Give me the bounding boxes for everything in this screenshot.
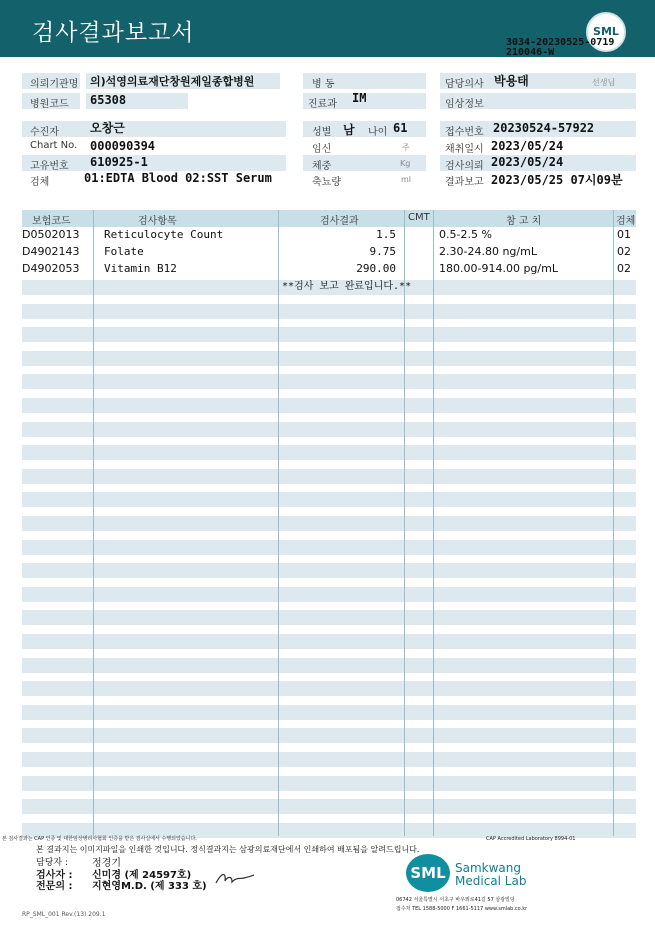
sex-label: 성별 [312, 127, 332, 138]
table-stripe [22, 681, 636, 696]
row-ref: 0.5-2.5 % [439, 228, 492, 241]
table-stripe [22, 728, 636, 743]
report-complete-note: **검사 보고 완료입니다.** [282, 281, 412, 292]
doctor-suffix: 선생님 [592, 78, 616, 87]
institution-label: 의뢰기관명 [30, 79, 79, 90]
row-item: Folate [104, 245, 144, 258]
hospital-code-value: 65308 [90, 93, 127, 107]
age-value: 61 [393, 121, 408, 135]
row-code: D4902143 [22, 245, 80, 258]
row-ref: 2.30-24.80 ng/mL [439, 245, 537, 258]
patient-value: 오창근 [90, 121, 125, 135]
lab-address: 06742 서울특별시 서초구 바우뫼로41길 57 삼광빌딩 [396, 897, 515, 903]
table-stripe [22, 634, 636, 649]
urine-label: 축뇨량 [312, 177, 341, 188]
pregnancy-unit: 주 [402, 143, 410, 152]
report-title: 검사결과보고서 [32, 20, 195, 46]
patient-label: 수진자 [30, 127, 59, 138]
sml-logo-icon: SML [586, 12, 626, 52]
table-stripe [22, 398, 636, 413]
specialist-label: 전문의 : [36, 881, 73, 892]
table-stripe [22, 563, 636, 578]
report-label: 결과보고 [445, 177, 484, 188]
col-result: 검사결과 [320, 216, 359, 227]
lab-logo-icon: SML [406, 854, 450, 892]
row-item: Reticulocyte Count [104, 228, 224, 241]
cap-text: CAP Accredited Laboratory 8994-01 [486, 836, 576, 842]
lab-contact: 접수처 TEL 1588-5000 F 1661-5117 www.smlab.co.kr [396, 906, 528, 912]
collect-label: 채취일시 [445, 144, 484, 155]
row-spec: 02 [617, 262, 631, 275]
doctor-label: 담당의사 [445, 79, 484, 90]
col-ref: 참 고 치 [506, 216, 542, 227]
table-stripe [22, 799, 636, 814]
table-stripe [22, 469, 636, 484]
row-code: D0502013 [22, 228, 80, 241]
receipt-label: 접수번호 [445, 127, 484, 138]
ward-label: 병 동 [312, 79, 335, 90]
table-stripe [22, 374, 636, 389]
dept-label: 진료과 [308, 99, 337, 110]
row-item: Vitamin B12 [104, 262, 177, 275]
id-label: 고유번호 [30, 161, 69, 172]
table-stripe [22, 610, 636, 625]
hospital-code-label: 병원코드 [30, 99, 69, 110]
table-stripe [22, 445, 636, 460]
signature-icon [214, 870, 256, 886]
table-stripe [22, 705, 636, 720]
chart-label: Chart No. [30, 140, 78, 151]
urine-unit: ml [401, 175, 412, 184]
specimen-label: 검체 [30, 177, 50, 188]
receipt-value: 20230524-57922 [493, 121, 595, 135]
row-ref: 180.00-914.00 pg/mL [439, 262, 558, 275]
weight-unit: Kg [400, 159, 411, 168]
col-cmt: CMT [408, 212, 430, 223]
table-stripe [22, 540, 636, 555]
doctor-value: 박용태 [494, 74, 529, 88]
id-value: 610925-1 [90, 155, 148, 169]
row-spec: 02 [617, 245, 631, 258]
reporter-value: 정경기 [92, 858, 121, 869]
table-stripe [22, 492, 636, 507]
sex-value: 남 [343, 123, 355, 137]
col-item: 검사항목 [138, 216, 177, 227]
print-note: 본 결과지는 이미지파일을 인쇄한 것입니다. 정식결과지는 삼광의료재단에서 인쇄하여 배포됨을 알려드립니다. [36, 845, 420, 854]
table-stripe [22, 304, 636, 319]
chart-value: 000090394 [90, 139, 156, 153]
specialist-value: 지현영M.D. (제 333 호) [92, 881, 207, 892]
inspector-label: 검사자 : [36, 870, 73, 881]
table-stripe [22, 516, 636, 531]
row-result: 9.75 [369, 245, 396, 258]
row-spec: 01 [617, 228, 631, 241]
age-label: 나이 [368, 127, 388, 138]
weight-label: 체중 [312, 161, 332, 172]
institution-value: 의)석영의료재단창원제일종합병원 [90, 75, 255, 88]
request-label: 검사의뢰 [445, 161, 484, 172]
table-stripe [22, 351, 636, 366]
table-stripe [22, 327, 636, 342]
col-spec: 검체 [616, 216, 636, 227]
specimen-value: 01:EDTA Blood 02:SST Serum [84, 171, 272, 185]
dept-value: IM [352, 91, 367, 105]
form-code: RP_SML_001 Rev.(13) 209.1 [22, 911, 106, 918]
request-number: 3034-20230525-0719 210046-W [506, 37, 615, 58]
collect-value: 2023/05/24 [491, 139, 564, 153]
lab-name: Samkwang Medical Lab [455, 861, 527, 888]
inspector-value: 신미경 (제 24597호) [92, 870, 192, 881]
disclaimer-text: 본 검사결과는 CAP 인증 및 대한임상병리사협회 인증을 받은 검사실에서 수행되었습니다. [2, 836, 197, 842]
row-code: D4902053 [22, 262, 80, 275]
row-result: 290.00 [356, 262, 396, 275]
result-table-header [22, 210, 636, 227]
report-value: 2023/05/25 07시09분 [491, 173, 623, 187]
clinical-label: 임상정보 [445, 99, 484, 110]
request-value: 2023/05/24 [491, 155, 564, 169]
table-stripe [22, 752, 636, 767]
table-stripe [22, 776, 636, 791]
reporter-label: 담당자 : [36, 858, 68, 868]
row-result: 1.5 [376, 228, 396, 241]
table-stripe [22, 422, 636, 437]
table-stripe [22, 658, 636, 673]
col-code: 보험코드 [32, 216, 71, 227]
pregnancy-label: 임신 [312, 144, 332, 155]
table-stripe [22, 587, 636, 602]
